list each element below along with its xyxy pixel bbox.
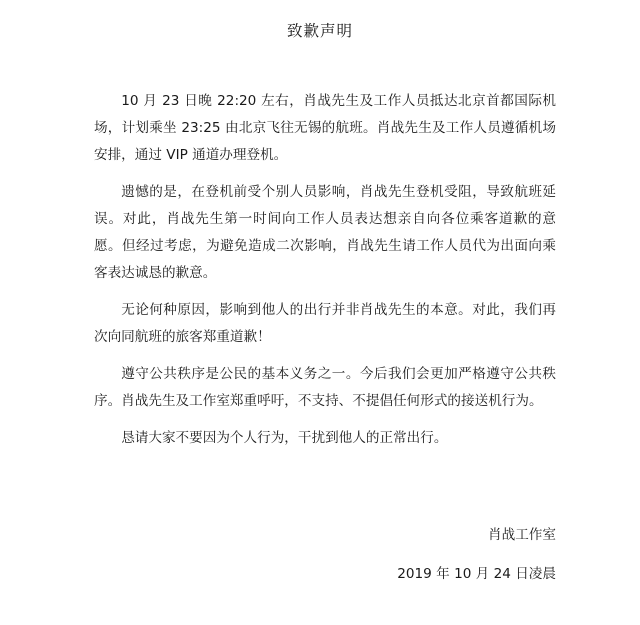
document-title: 致歉声明 — [286, 22, 353, 40]
paragraph-4: 遵守公共秩序是公民的基本义务之一。今后我们会更加严格遵守公共秩序。肖战先生及工作室郑重呼吁，不支持、不提倡任何形式的接送机行为。 — [94, 366, 556, 409]
signature-organization: 肖战工作室 — [488, 527, 556, 543]
paragraph-3: 无论何种原因，影响到他人的出行并非肖战先生的本意。对此，我们再次向同航班的旅客郑重道歉！ — [94, 302, 556, 345]
paragraph-5: 恳请大家不要因为个人行为，干扰到他人的正常出行。 — [121, 430, 448, 446]
paragraph-1: 10 月 23 日晚 22:20 左右，肖战先生及工作人员抵达北京首都国际机场，计划乘坐 23:25 由北京飞往无锡的航班。肖战先生及工作人员遵循机场安排，通过 VIP 通道办理登机。 — [94, 93, 556, 163]
document-body — [94, 88, 556, 462]
signature-date: 2019 年 10 月 24 日凌晨 — [397, 566, 556, 582]
paragraph-2: 遗憾的是，在登机前受个别人员影响，肖战先生登机受阻，导致航班延误。对此，肖战先生第一时间向工作人员表达想亲自向各位乘客道歉的意愿。但经过考虑，为避免造成二次影响，肖战先生请工作人员代为出面向乘客表达诚恳的歉意。 — [94, 184, 556, 281]
